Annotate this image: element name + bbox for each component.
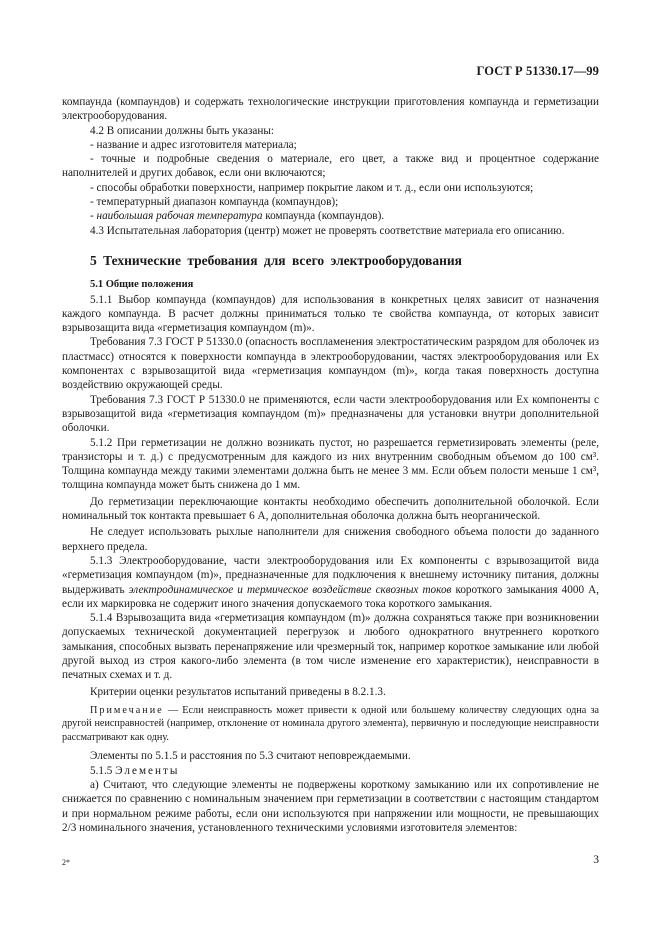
paragraph: 5.1.2 При герметизации не должно возникать пустот, но разрешается герметизировать элементы (реле, транзисторы и т. д.) с предусмотренным для каждого из них внутренним свободным объемом до 100 см³. Толщина компаунда между такими элементами должна быть не менее 3 мм. Если объем полости меньше 1 см³, толщина компаунда может быть снижена до 1 мм. [62, 436, 599, 492]
paragraph-text: короткого замыкания 4000 А, если их маркировка не содержит иного значения допускаемого тока короткого замыкания. [62, 583, 599, 610]
list-item: - температурный диапазон компаунда (компаундов); [90, 196, 339, 209]
paragraph: 4.2 В описании должны быть указаны: [90, 124, 275, 137]
note-text: — Если неисправность может привести к одной или большему количеству следующих одна за другой неисправностей (например, отклонение от номинала другого элемента), первичную и последующие неисправности рассматривают как одну. [62, 704, 599, 743]
paragraph [62, 554, 599, 611]
clause-number: 5.1.5 [90, 764, 116, 777]
paragraph: Требования 7.3 ГОСТ Р 51330.0 не применяются, если части электрооборудования или Ex компоненты с взрывозащитой вида «герметизация компаундом (m)» предназначены для установки внутри дополнительной оболочки. [62, 393, 599, 435]
paragraph: Критерии оценки результатов испытаний приведены в 8.2.1.3. [90, 685, 386, 698]
page-number: 3 [593, 854, 599, 866]
paragraph: Требования 7.3 ГОСТ Р 51330.0 (опасность воспламенения электростатическим разрядом для оболочек из пластмасс) относятся к поверхности компаунда в электрооборудовании, частях электрооборудования или Ex компонентах с взрывозащитой вида «герметизация компаундом (m)», когда такая поверхность доступна воздействию окружающей среды. [62, 336, 599, 392]
section-title: 5 Технические требования для всего электрооборудования [90, 252, 462, 268]
list-item: - способы обработки поверхности, например покрытие лаком и т. д., если они используются; [90, 181, 534, 194]
list-item: - точные и подробные сведения о материале, его цвет, а также вид и процентное содержание наполнителей и других добавок, если они включаются; [62, 153, 599, 180]
note-label: Примечание [90, 704, 164, 716]
paragraph: а) Считают, что следующие элементы не подвержены короткому замыканию или их сопротивление не снижается по сравнению с номинальным значением при герметизации в соответствии с настоящим стандартом и при нормальном режиме работы, если они используются при напряжении или мощности, не превышающих 2/3 номинального значения, установленного техническими условиями изготовителя элементов: [62, 778, 599, 834]
paragraph: До герметизации переключающие контакты необходимо обеспечить дополнительной оболочкой. Если номинальный ток контакта превышает 6 А, дополнительная оболочка должна быть неорганической. [62, 495, 599, 523]
paragraph: 4.3 Испытательная лаборатория (центр) может не проверять соответствие материала его описанию. [90, 224, 565, 237]
italic-term: наибольшая рабочая температура [96, 210, 263, 223]
list-item: - название и адрес изготовителя материала; [90, 138, 297, 151]
paragraph: 5.1.4 Взрывозащита вида «герметизация компаундом (m)» должна сохраняться также при возникновении допускаемых технической документацией перегрузок и любого однократного внутреннего короткого замыкания, способных вызвать перенапряжение или чрезмерный ток, например короткое замыкание или любой другой выход из строя какого-либо элемента (в том числе изменение его характеристик), неисправности в печатных схемах и т. д. [62, 612, 599, 682]
list-item-rest: компаунда (компаундов). [262, 210, 385, 223]
note [62, 704, 599, 745]
paragraph: Не следует использовать рыхлые наполнители для снижения свободного объема полости до заданного верхнего предела. [62, 526, 599, 553]
list-dash: - [90, 210, 97, 223]
subsection-title: 5.1 Общие положения [90, 279, 194, 291]
list-item [62, 209, 599, 223]
clause-heading [62, 764, 599, 778]
paragraph: 5.1.1 Выбор компаунда (компаундов) для использования в конкретных целях зависит от назначения каждого компаунда. В расчет должны приниматься только те свойства компаунда, от которых зависит взрывозащита вида «герметизация компаундом (m)». [62, 293, 599, 335]
signature-mark: 2* [62, 858, 70, 867]
paragraph: Элементы по 5.1.5 и расстояния по 5.3 считают неповреждаемыми. [90, 750, 411, 763]
paragraph-text: 5.1.3 Электрооборудование, части электрооборудования или Ex компоненты с взрывозащитой вида «герметизация компаундом (m)», предназначенные для подключения к внешнему источнику питания, должны выдерживать [62, 554, 599, 596]
page-body [62, 95, 599, 835]
paragraph: компаунда (компаундов) и содержать технологические инструкции приготовления компаунда и герметизации электрооборудования. [62, 96, 599, 123]
italic-term: электродинамическое и термическое воздействие сквозных токов [128, 583, 452, 596]
document-code-header: ГОСТ Р 51330.17—99 [476, 64, 599, 78]
clause-title: Элементы [115, 764, 180, 777]
